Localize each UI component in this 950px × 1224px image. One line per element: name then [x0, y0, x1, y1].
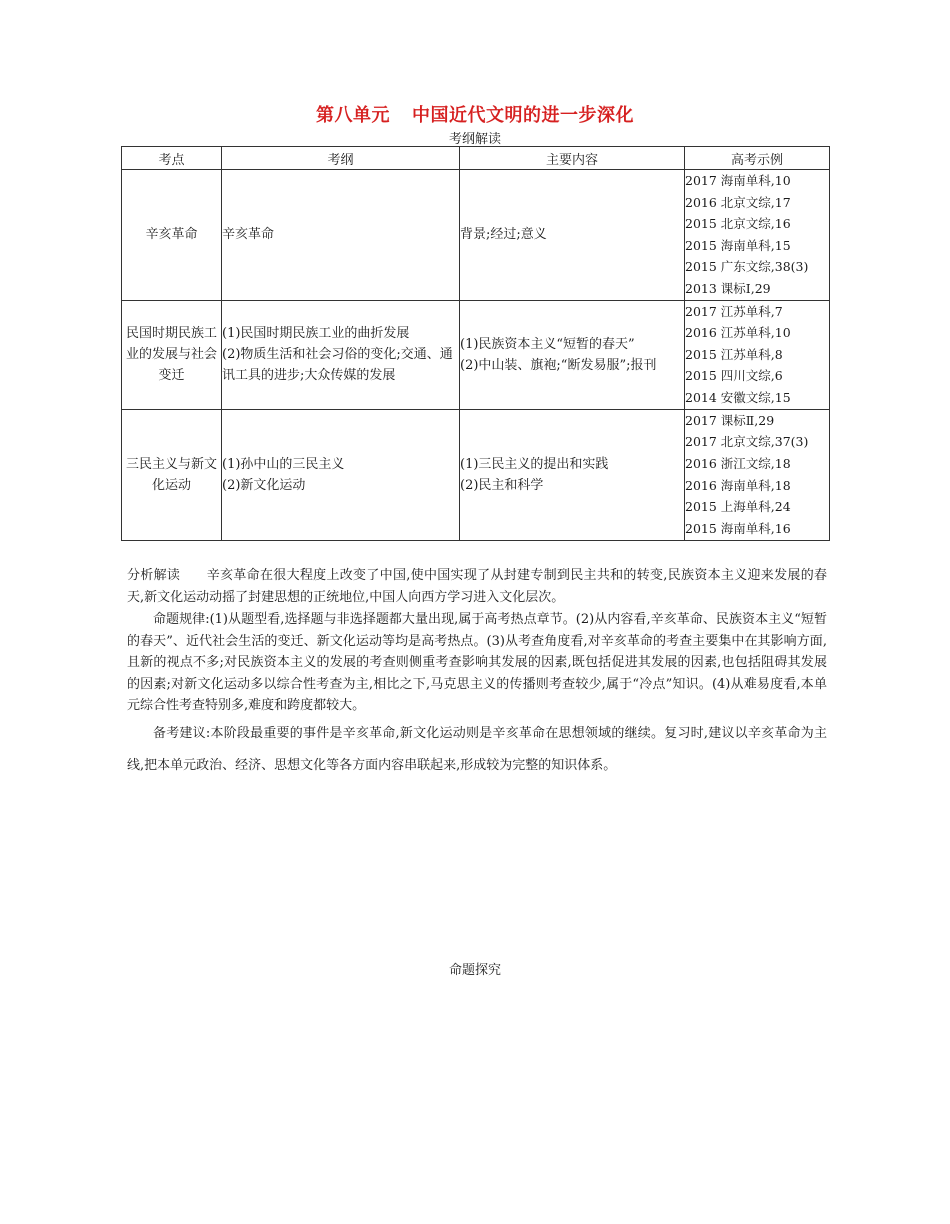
row-outline: 辛亥革命 — [222, 170, 460, 301]
example-item: 2016 北京文综,17 — [685, 194, 791, 210]
example-item: 2017 北京文综,37(3) — [685, 434, 809, 450]
table-row — [122, 170, 830, 301]
example-item: 2016 浙江文综,18 — [685, 455, 791, 471]
example-item: 2013 课标Ⅰ,29 — [685, 280, 771, 296]
table-row — [122, 300, 830, 409]
row-point: 三民主义与新文化运动 — [122, 409, 222, 540]
row-content: (1)三民主义的提出和实践 (2)民主和科学 — [460, 409, 685, 540]
row-content: (1)民族资本主义“短暂的春天” (2)中山装、旗袍;“断发易服”;报刊 — [460, 300, 685, 409]
unit-number: 第八单元 — [316, 105, 390, 126]
row-point: 民国时期民族工业的发展与社会变迁 — [122, 300, 222, 409]
example-item: 2016 江苏单科,10 — [685, 325, 791, 341]
example-item: 2015 北京文综,16 — [685, 216, 791, 232]
example-item: 2015 四川文综,6 — [685, 368, 783, 384]
example-item: 2015 上海单科,24 — [685, 499, 791, 515]
example-item: 2015 江苏单科,8 — [685, 346, 783, 362]
analysis-paragraph: 分析解读 辛亥革命在很大程度上改变了中国,使中国实现了从封建专制到民主共和的转变,民族资本主义迎来发展的春天,新文化运动动摇了封建思想的正统地位,中国人向西方学习进入文化层次。 — [127, 568, 827, 605]
section-heading: 命题探究 — [448, 963, 501, 978]
example-item: 2017 江苏单科,7 — [685, 303, 783, 319]
table-header-row — [122, 147, 830, 170]
unit-name: 中国近代文明的进一步深化 — [412, 105, 634, 126]
header-point: 考点 — [122, 147, 222, 170]
table-row — [122, 409, 830, 540]
example-item: 2014 安徽文综,15 — [685, 389, 791, 405]
example-item: 2015 海南单科,16 — [685, 520, 791, 536]
example-item: 2017 课标Ⅱ,29 — [685, 412, 775, 428]
section-subtitle: 考纲解读 — [448, 132, 501, 147]
row-point: 辛亥革命 — [122, 170, 222, 301]
row-examples — [685, 170, 830, 301]
row-content: 背景;经过;意义 — [460, 170, 685, 301]
unit-title — [0, 101, 950, 127]
header-examples: 高考示例 — [685, 147, 830, 170]
example-item: 2015 广东文综,38(3) — [685, 259, 809, 275]
example-item: 2015 海南单科,15 — [685, 237, 791, 253]
prep-advice-paragraph: 备考建议:本阶段最重要的事件是辛亥革命,新文化运动则是辛亥革命在思想领域的继续。复习时,建议以辛亥革命为主线,把本单元政治、经济、思想文化等各方面内容串联起来,形成较为完整的知识体系。 — [127, 726, 827, 773]
row-examples — [685, 300, 830, 409]
header-content: 主要内容 — [460, 147, 685, 170]
header-outline: 考纲 — [222, 147, 460, 170]
exam-pattern-paragraph: 命题规律:(1)从题型看,选择题与非选择题都大量出现,属于高考热点章节。(2)从内容看,辛亥革命、民族资本主义“短暂的春天”、近代社会生活的变迁、新文化运动等均是高考热点。(3)从考查角度看,对辛亥革命的考查主要集中在其影响方面,且新的视点不多;对民族资本主义的发展的考查则侧重考查影响其发展的因素,既包括促进其发展的因素,也包括阻碍其发展的因素;对新文化运动多以综合性考查为主,相比之下,马克思主义的传播则考查较少,属于“冷点”知识。(4)从难易度看,本单元综合性考查特别多,难度和跨度都较大。 — [127, 612, 827, 713]
example-item: 2016 海南单科,18 — [685, 477, 791, 493]
row-outline: (1)孙中山的三民主义 (2)新文化运动 — [222, 409, 460, 540]
exam-outline-table — [121, 146, 830, 541]
row-examples — [685, 409, 830, 540]
example-item: 2017 海南单科,10 — [685, 173, 791, 188]
row-outline: (1)民国时期民族工业的曲折发展 (2)物质生活和社会习俗的变化;交通、通讯工具的进步;大众传媒的发展 — [222, 300, 460, 409]
